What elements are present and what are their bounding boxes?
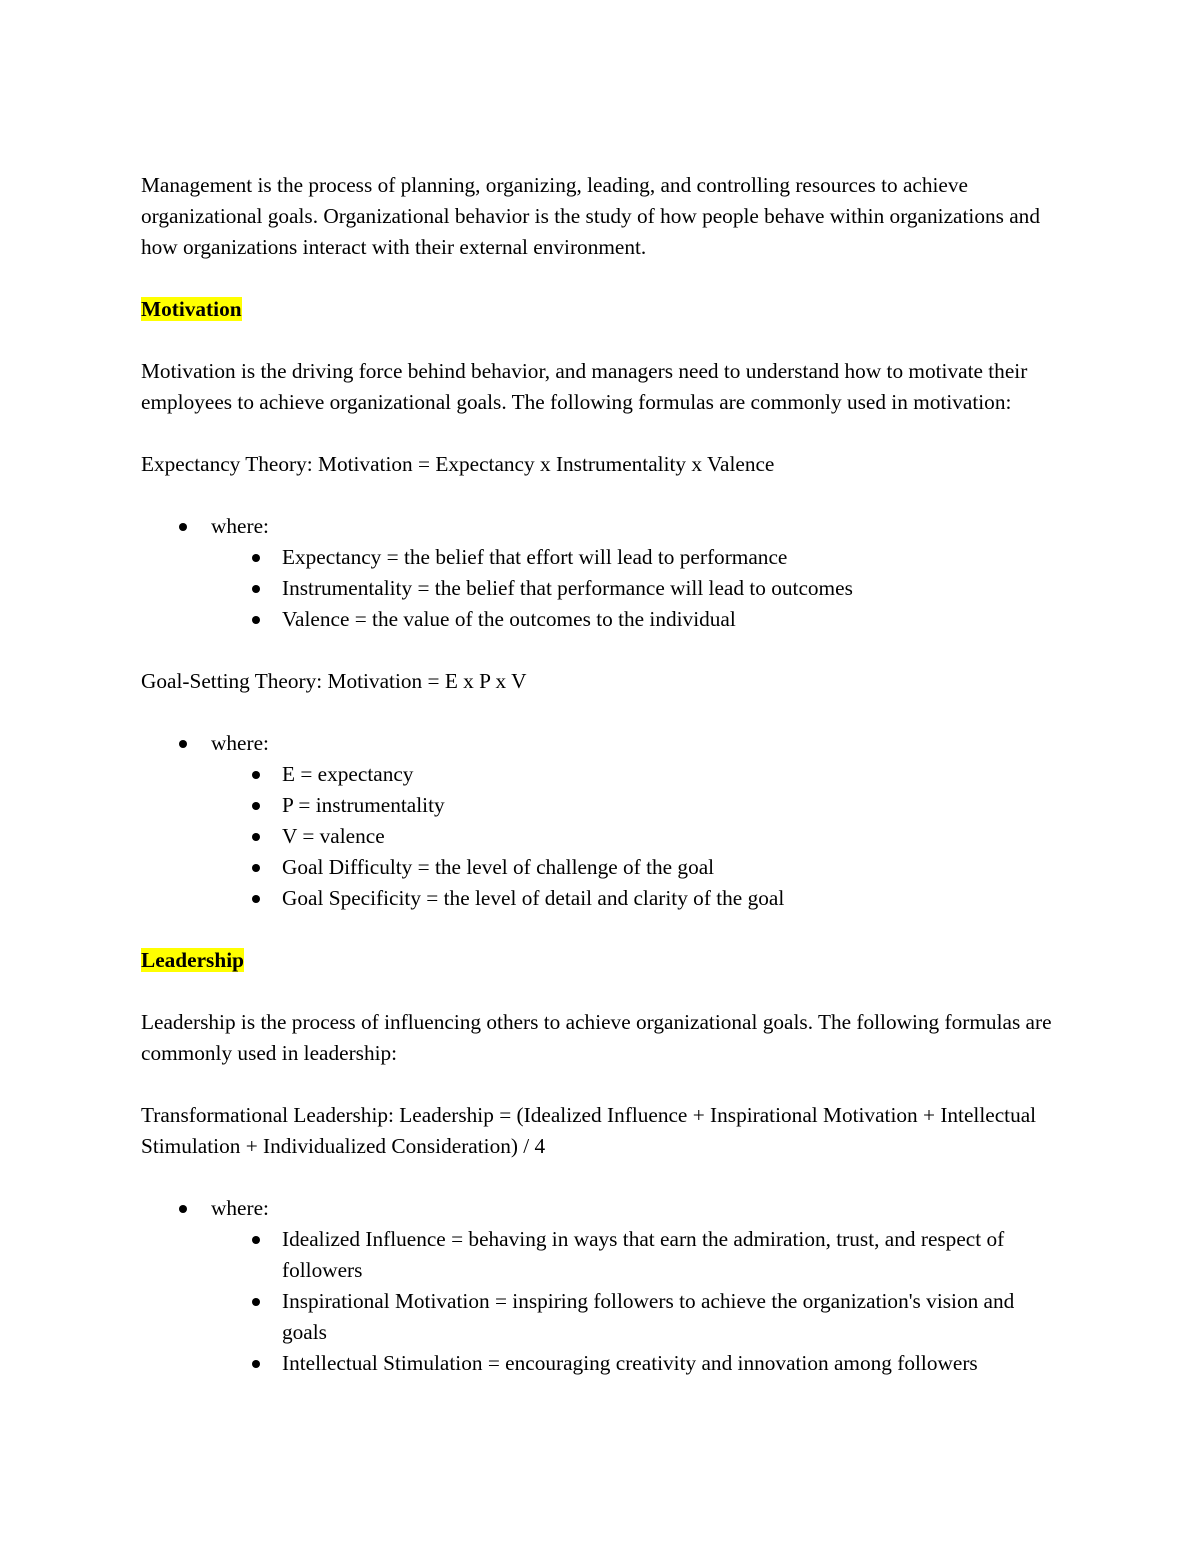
list-item — [141, 1224, 1061, 1286]
list-item — [141, 1286, 1061, 1348]
goal-setting-where-list — [141, 728, 1061, 914]
bullet-icon — [252, 1236, 260, 1244]
motivation-heading — [141, 294, 1061, 325]
list-item — [141, 542, 1061, 573]
list-item-text: Inspirational Motivation = inspiring followers to achieve the organization's vision and goals — [282, 1289, 1015, 1344]
list-item-text: Idealized Influence = behaving in ways that earn the admiration, trust, and respect of followers — [282, 1227, 1005, 1282]
bullet-icon — [179, 740, 187, 748]
where-label: where: — [211, 514, 269, 538]
list-item — [141, 604, 1061, 635]
bullet-icon — [179, 523, 187, 531]
transformational-definitions — [141, 1224, 1061, 1379]
bullet-icon — [252, 585, 260, 593]
list-item-text: V = valence — [282, 824, 385, 848]
where-label: where: — [211, 731, 269, 755]
list-item-text: Valence = the value of the outcomes to the individual — [282, 607, 736, 631]
bullet-icon — [252, 895, 260, 903]
leadership-heading-text: Leadership — [141, 948, 244, 972]
list-item-text: E = expectancy — [282, 762, 414, 786]
list-item — [141, 821, 1061, 852]
list-item-text: Instrumentality = the belief that performance will lead to outcomes — [282, 576, 853, 600]
bullet-icon — [252, 616, 260, 624]
list-item — [141, 883, 1061, 914]
bullet-icon — [252, 771, 260, 779]
list-item-text: Goal Specificity = the level of detail and clarity of the goal — [282, 886, 785, 910]
list-item-text: Intellectual Stimulation = encouraging creativity and innovation among followers — [282, 1351, 978, 1375]
bullet-icon — [252, 864, 260, 872]
bullet-icon — [252, 1298, 260, 1306]
list-item — [141, 852, 1061, 883]
goal-setting-definitions — [141, 759, 1061, 914]
list-item — [141, 790, 1061, 821]
bullet-icon — [179, 1205, 187, 1213]
list-item — [141, 1348, 1061, 1379]
motivation-heading-text: Motivation — [141, 297, 242, 321]
bullet-icon — [252, 1360, 260, 1368]
where-label: where: — [211, 1196, 269, 1220]
expectancy-where-list — [141, 511, 1061, 635]
list-item — [141, 573, 1061, 604]
list-item-text: P = instrumentality — [282, 793, 445, 817]
transformational-where-list — [141, 1193, 1061, 1379]
bullet-icon — [252, 554, 260, 562]
document-content — [141, 170, 1061, 1379]
expectancy-definitions — [141, 542, 1061, 635]
goal-setting-formula: Goal-Setting Theory: Motivation = E x P x V — [141, 669, 527, 693]
expectancy-formula: Expectancy Theory: Motivation = Expectancy x Instrumentality x Valence — [141, 452, 775, 476]
list-item — [141, 1193, 1061, 1379]
list-item-text: Expectancy = the belief that effort will lead to performance — [282, 545, 788, 569]
leadership-paragraph: Leadership is the process of influencing others to achieve organizational goals. The following formulas are commonly used in leadership: — [141, 1010, 1052, 1065]
list-item — [141, 511, 1061, 635]
list-item — [141, 728, 1061, 914]
list-item — [141, 759, 1061, 790]
list-item-text: Goal Difficulty = the level of challenge of the goal — [282, 855, 715, 879]
intro-paragraph: Management is the process of planning, organizing, leading, and controlling resources to achieve organizational goals. Organizational behavior is the study of how people behave within organizations and how organizations interact with their external environment. — [141, 173, 1040, 259]
bullet-icon — [252, 833, 260, 841]
leadership-heading — [141, 945, 1061, 976]
transformational-formula: Transformational Leadership: Leadership = (Idealized Influence + Inspirational Motivation + Intellectual Stimulation + Individualized Consideration) / 4 — [141, 1103, 1037, 1158]
motivation-paragraph: Motivation is the driving force behind behavior, and managers need to understand how to motivate their employees to achieve organizational goals. The following formulas are commonly used in motivation: — [141, 359, 1028, 414]
bullet-icon — [252, 802, 260, 810]
